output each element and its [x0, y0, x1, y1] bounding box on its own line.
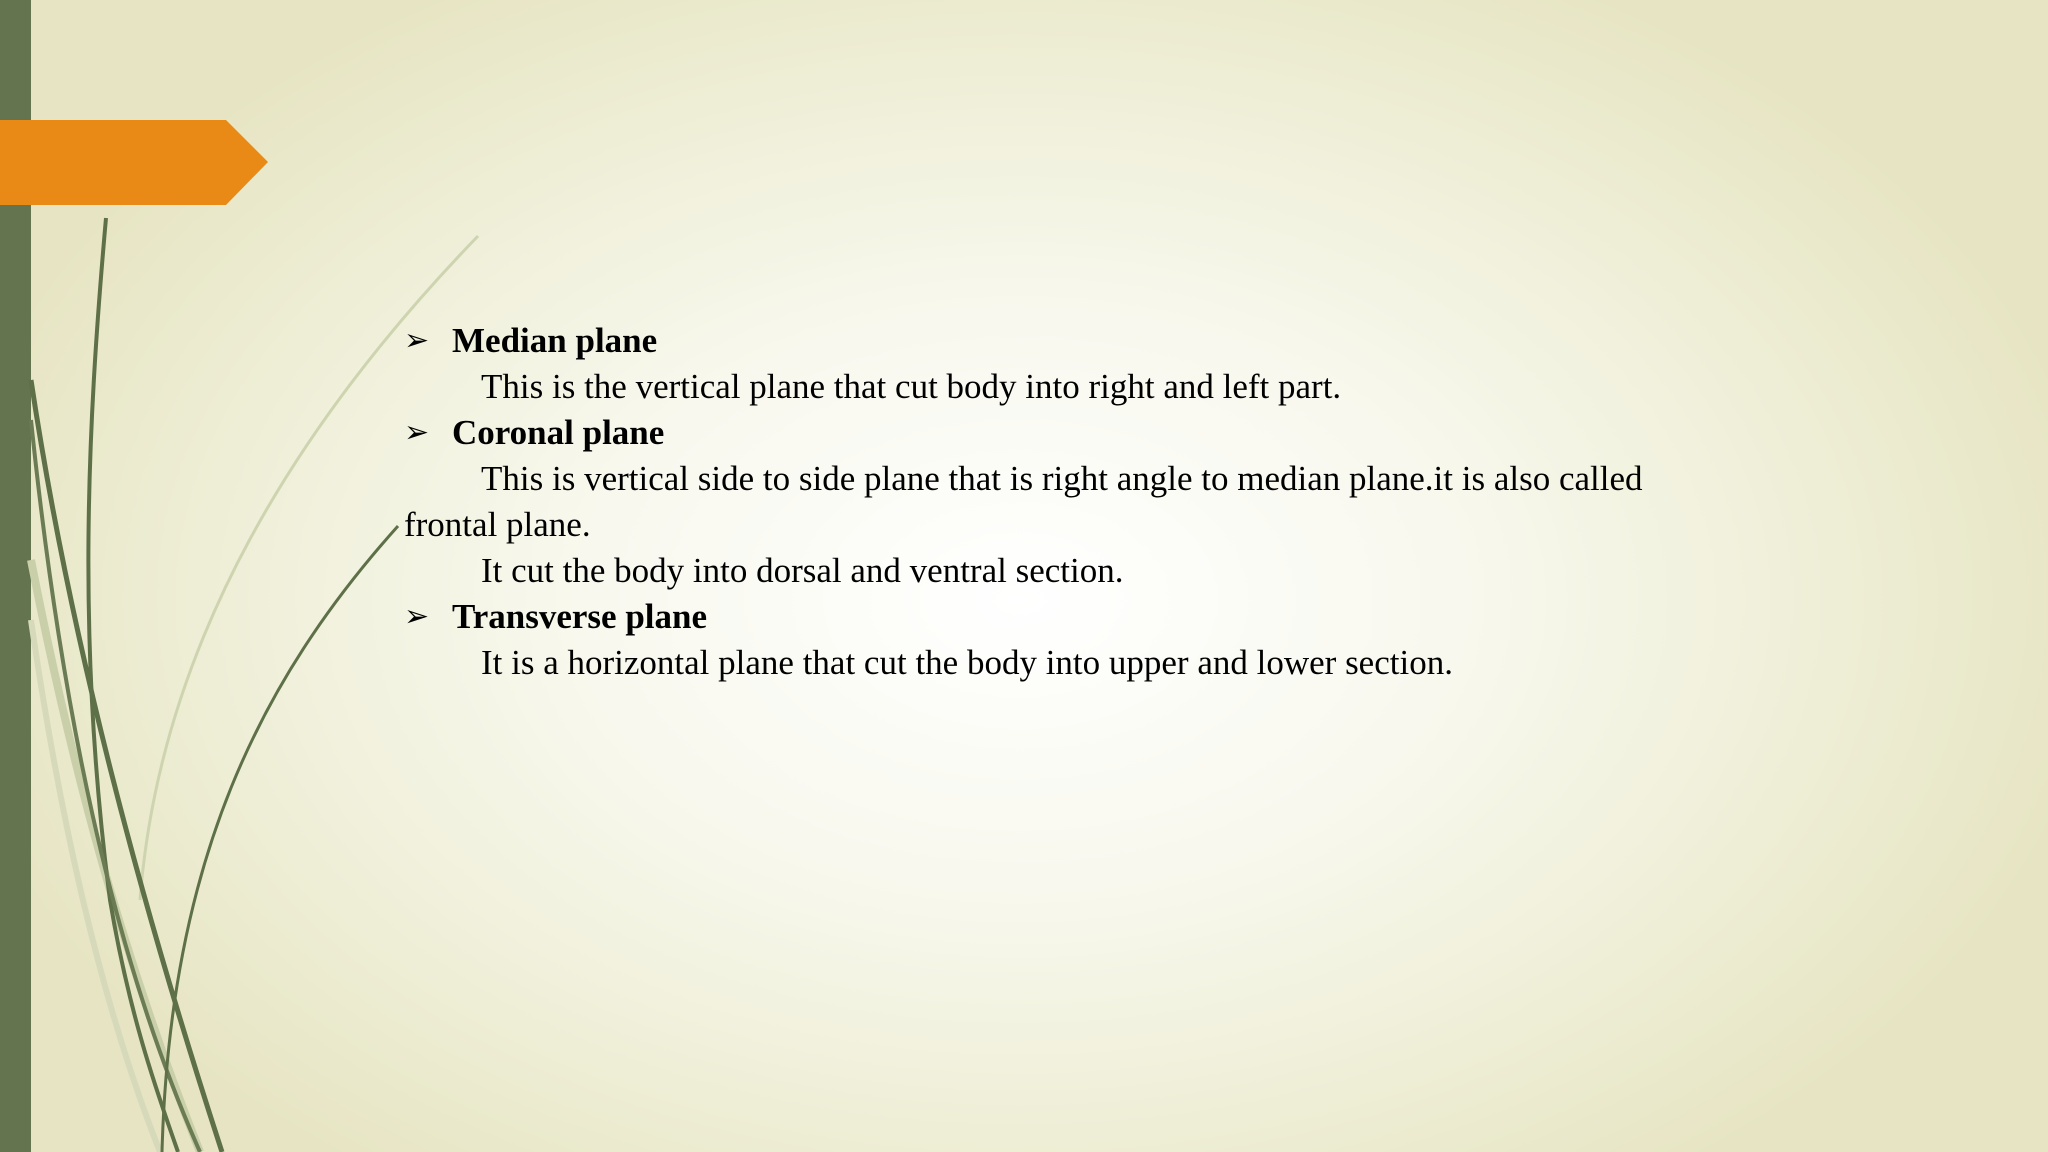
- section-coronal-plane: [404, 410, 1864, 594]
- body-line: frontal plane.: [404, 505, 591, 544]
- section-transverse-plane: [404, 594, 1864, 686]
- body-line: This is vertical side to side plane that is right angle to median plane.it is also called: [481, 459, 1643, 498]
- body-line: It is a horizontal plane that cut the body into upper and lower section.: [481, 643, 1453, 682]
- body-line: It cut the body into dorsal and ventral section.: [481, 551, 1124, 590]
- bullet-row: [404, 410, 1864, 456]
- slide-body: [404, 318, 1864, 686]
- section-heading: Median plane: [452, 321, 658, 360]
- arrow-bullet-icon: ➢: [404, 323, 430, 358]
- section-heading: Transverse plane: [452, 597, 708, 636]
- arrow-bullet-icon: ➢: [404, 415, 430, 450]
- arrow-bullet-icon: ➢: [404, 599, 430, 634]
- section-heading: Coronal plane: [452, 413, 665, 452]
- body-line: This is the vertical plane that cut body into right and left part.: [481, 367, 1342, 406]
- bullet-row: [404, 594, 1864, 640]
- section-median-plane: [404, 318, 1864, 410]
- bullet-row: [404, 318, 1864, 364]
